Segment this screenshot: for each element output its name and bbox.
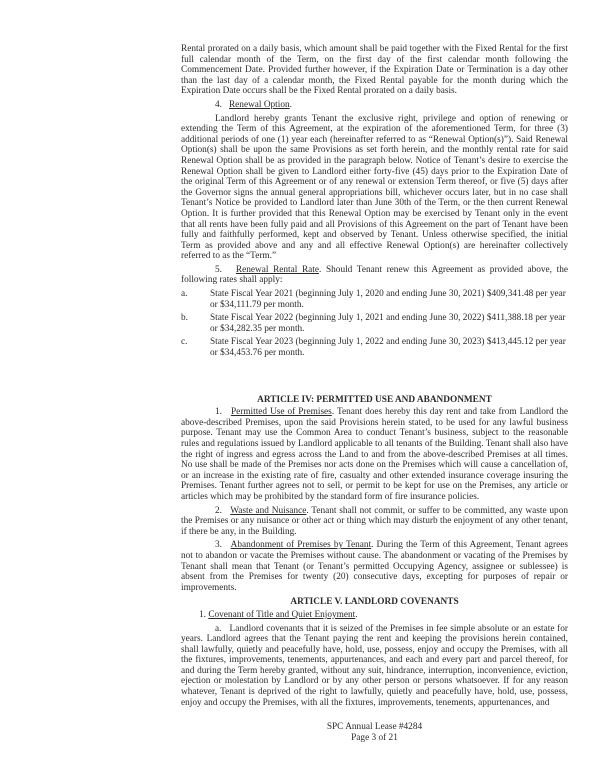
- section-number: 5.: [215, 264, 222, 275]
- section-title: Abandonment of Premises by Tenant: [230, 540, 372, 551]
- rate-label: a.: [181, 289, 188, 300]
- section-number: 4.: [215, 99, 222, 110]
- section-title: Renewal Option: [228, 99, 290, 110]
- section-5-paragraph: 5. Renewal Rental Rate. Should Tenant renew this Agreement as provided above, the following rates shall apply:: [181, 264, 569, 286]
- section-title: Covenant of Title and Quiet Enjoyment: [208, 609, 356, 620]
- rate-text: State Fiscal Year 2021 (beginning July 1, 2020 and ending June 30, 2021) $409,341.48 per year or $34,111.79 per month.: [210, 289, 566, 310]
- rate-text: State Fiscal Year 2023 (beginning July 1, 2022 and ending June 30, 2023) $413,445.12 per year or $34,453.76 per month.: [210, 337, 566, 359]
- rate-text: State Fiscal Year 2022 (beginning July 1, 2021 and ending June 30, 2022) $411,388.18 per year or $34,282.35 per month.: [210, 313, 566, 334]
- article-5-para-a: a. Landlord covenants that it is seized of the Premises in fee simple absolute or an estate for years. Landlord agrees that the Tenant paying the rent and keeping the provisions herein contained, shall lawfully, quietly and peacefully have, hold, use, possess, enjoy and occupy the Premises, with all the fixtures, improvements, tenements, appurtenances, and each and every part and parcel thereof, for and during the Term hereby granted, without any suit, hindrance, interruption, inconvenience, eviction, ejection or molestation by Landlord or by any other person or persons whatsoever. If for any reason whatever, Tenant is deprived of the right to lawfully, quietly and peacefully have, hold, use, possess, enjoy and occupy the Premises, with all the fixtures, improvements, tenements, appurtenances, and: [181, 623, 568, 708]
- page-number: Page 3 of 21: [351, 732, 398, 743]
- document-page: [181, 44, 568, 708]
- intro-paragraph: Rental prorated on a daily basis, which amount shall be paid together with the Fixed Rental for the first full calendar month of the Term, on the first day of the first calendar month following the Commencement Date. Provided further however, if the Expiration Date or Termination is a day other than the last day of a calendar month, the Fixed Rental payable for the month during which the Expiration Date occurs shall be the Fixed Rental prorated on a daily basis.: [181, 44, 568, 97]
- section-title: Renewal Rental Rate: [235, 264, 320, 275]
- rate-item: [181, 289, 568, 310]
- rate-label: b.: [181, 313, 188, 324]
- rate-item: [181, 313, 568, 334]
- lease-identifier: SPC Annual Lease #4284: [326, 722, 423, 732]
- renewal-option-body: Landlord hereby grants Tenant the exclusive right, privilege and option of renewing or extending the Term of this Agreement, at the expiration of the aforementioned Term, for three (3) additional periods of one (1) year each (hereinafter referred to as “Renewal Option(s)”). Said Renewal Option(s) shall be upon the same Provisions as set forth herein, and the monthly rental rate for said Renewal Option shall be as provided in the paragraph below. Notice of Tenant’s desire to exercise the Renewal Option shall be given to Landlord either forty-five (45) days prior to the Expiration Date of the original Term of this Agreement or of any renewal or extension Term thereof, or five (5) days after the Governor signs the annual general appropriations bill, whichever occurs later, but in no case shall Tenant’s Notice be provided to Landlord later than June 30th of the Term, or the then current Renewal Option. It is further provided that this Renewal Option may be exercised by Tenant only in the event that all rents have been fully paid and all Provisions of this Agreement on the part of Tenant have been fully and faithfully performed, kept and observed by Tenant. Unless otherwise specified, the initial Term as provided above and any and all effective Renewal Option(s) are hereinafter collectively referred to as the “Term.”: [181, 113, 568, 262]
- article-4-section-1: 1. Permitted Use of Premises. Tenant does hereby this day rent and take from Landlord the above-described Premises, upon the said Provisions herein stated, to be used for any lawful business purpose. Tenant may use the Common Area to conduct Tenant’s business, subject to the reasonable rules and regulations issued by Landlord applicable to all tenants of the Building. Tenant shall also have the right of ingress and egress across the Land to and from the above-described Premises at all times. No use shall be made of the Premises nor acts done on the Premises which will cause a cancellation of, or an increase in the existing rate of fire, casualty and other extended insurance coverage insuring the Premises. Tenant further agrees not to sell, or permit to be kept for use on the Premises, any article or articles which may be prohibited by the standard form of fire insurance policies.: [181, 407, 568, 502]
- rate-label: c.: [181, 337, 188, 348]
- article-4-heading: ARTICLE IV: PERMITTED USE AND ABANDONMENT: [257, 394, 492, 405]
- article-4-section-2: 2. Waste and Nuisance. Tenant shall not commit, or suffer to be committed, any waste upon the Premises or any nuisance or other act or thing which may disturb the enjoyment of any other tenant, if there be any, in the Building.: [181, 505, 568, 537]
- article-5-subsection-heading: 1. Covenant of Title and Quiet Enjoyment.: [199, 609, 358, 620]
- page-footer: [181, 722, 568, 743]
- section-title: Waste and Nuisance: [230, 505, 307, 516]
- rate-item: [181, 337, 568, 358]
- section-4-heading: 4. Renewal Option.: [215, 99, 292, 110]
- section-title: Permitted Use of Premises: [230, 407, 332, 418]
- article-5-heading: ARTICLE V. LANDLORD COVENANTS: [290, 597, 459, 608]
- article-4-section-3: 3. Abandonment of Premises by Tenant. During the Term of this Agreement, Tenant agrees not to abandon or vacate the Premises without cause. The abandonment or vacating of the Premises by Tenant shall mean that Tenant (or Tenant’s permitted Occupying Agency, assignee or sublessee) is absent from the Premises for twenty (20) consecutive days, excepting for purposes of repair or improvements.: [181, 540, 568, 593]
